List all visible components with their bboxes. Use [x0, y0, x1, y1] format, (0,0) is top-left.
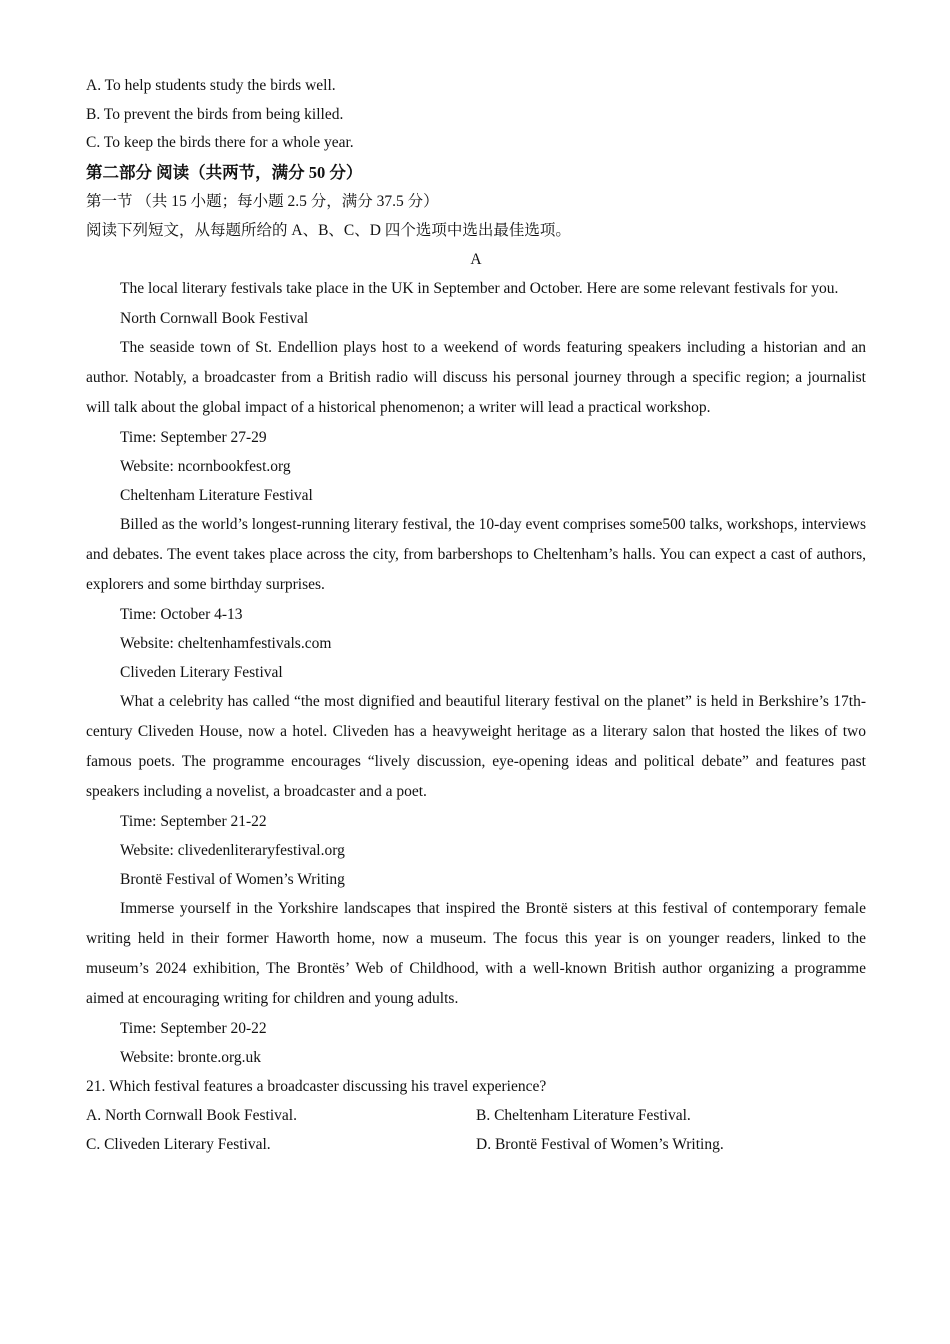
festival-name-cliveden: Cliveden Literary Festival	[120, 663, 283, 681]
question-21-option-c: C. Cliveden Literary Festival.	[86, 1135, 271, 1153]
festival-description-cheltenham: Billed as the world’s longest-running literary festival, the 10-day event comprises some500 talks, workshops, interviews and debates. The event takes place across the city, from barbershops to Cheltenham’s halls. You can expect a cast of authors, explorers and some birthday surprises.	[86, 515, 867, 593]
question-21-options-row-2	[86, 1130, 866, 1159]
prev-option-a: A. To help students study the birds well.	[86, 77, 336, 94]
passage-label: A	[470, 250, 482, 268]
festival-description-bronte: Immerse yourself in the Yorkshire landscapes that inspired the Brontë sisters at this festival of contemporary female writing held in their former Haworth home, now a museum. The focus this year is on younger readers, linked to the museum’s 2024 exhibition, The Brontës’ Web of Childhood, with a well-known British author organizing a programme aimed at encouraging writing for children and young adults.	[86, 899, 866, 1007]
festival-description-north-cornwall: The seaside town of St. Endellion plays host to a weekend of words featuring speakers including a historian and an author. Notably, a broadcaster from a British radio will discuss his personal journey through a specific region; a journalist will talk about the global impact of a historical phenomenon; a writer will lead a practical workshop.	[86, 338, 866, 416]
festival-description-cliveden: What a celebrity has called “the most dignified and beautiful literary festival on the planet” is held in Berkshire’s 17th-century Cliveden House, now a hotel. Cliveden has a heavyweight heritage as a literary salon that hosted the likes of two famous poets. The programme encourages “lively discussion, eye-opening ideas and political debate” and features past speakers including a novelist, a broadcaster and a poet.	[86, 692, 866, 800]
festival-website-north-cornwall: Website: ncornbookfest.org	[120, 457, 291, 475]
festival-name-cheltenham: Cheltenham Literature Festival	[120, 486, 313, 504]
part-two-title: 第二部分 阅读（共两节，满分 50 分）	[86, 162, 363, 182]
reading-instruction: 阅读下列短文，从每题所给的 A、B、C、D 四个选项中选出最佳选项。	[86, 221, 571, 239]
festival-time-cheltenham: Time: October 4-13	[120, 605, 243, 623]
exam-page	[86, 72, 866, 1159]
festival-name-north-cornwall: North Cornwall Book Festival	[120, 309, 309, 327]
question-21-stem: 21. Which festival features a broadcaster discussing his travel experience?	[86, 1077, 547, 1095]
festival-time-cliveden: Time: September 21-22	[120, 812, 267, 830]
question-21-options-row-1	[86, 1101, 866, 1130]
question-21-option-a: A. North Cornwall Book Festival.	[86, 1106, 297, 1124]
prev-option-b: B. To prevent the birds from being killed.	[86, 105, 344, 123]
passage-intro: The local literary festivals take place in the UK in September and October. Here are some relevant festivals for you.	[120, 279, 839, 297]
festival-time-north-cornwall: Time: September 27-29	[120, 428, 267, 446]
festival-website-cheltenham: Website: cheltenhamfestivals.com	[120, 634, 332, 652]
festival-website-cliveden: Website: clivedenliteraryfestival.org	[120, 841, 345, 859]
question-21-option-d: D. Brontë Festival of Women’s Writing.	[476, 1135, 724, 1153]
festival-website-bronte: Website: bronte.org.uk	[120, 1048, 261, 1066]
prev-option-c: C. To keep the birds there for a whole year.	[86, 134, 354, 151]
section-one-heading: 第一节 （共 15 小题；每小题 2.5 分，满分 37.5 分）	[86, 192, 439, 210]
festival-time-bronte: Time: September 20-22	[120, 1019, 267, 1037]
question-21-option-b: B. Cheltenham Literature Festival.	[476, 1106, 691, 1124]
festival-name-bronte: Brontë Festival of Women’s Writing	[120, 870, 345, 888]
